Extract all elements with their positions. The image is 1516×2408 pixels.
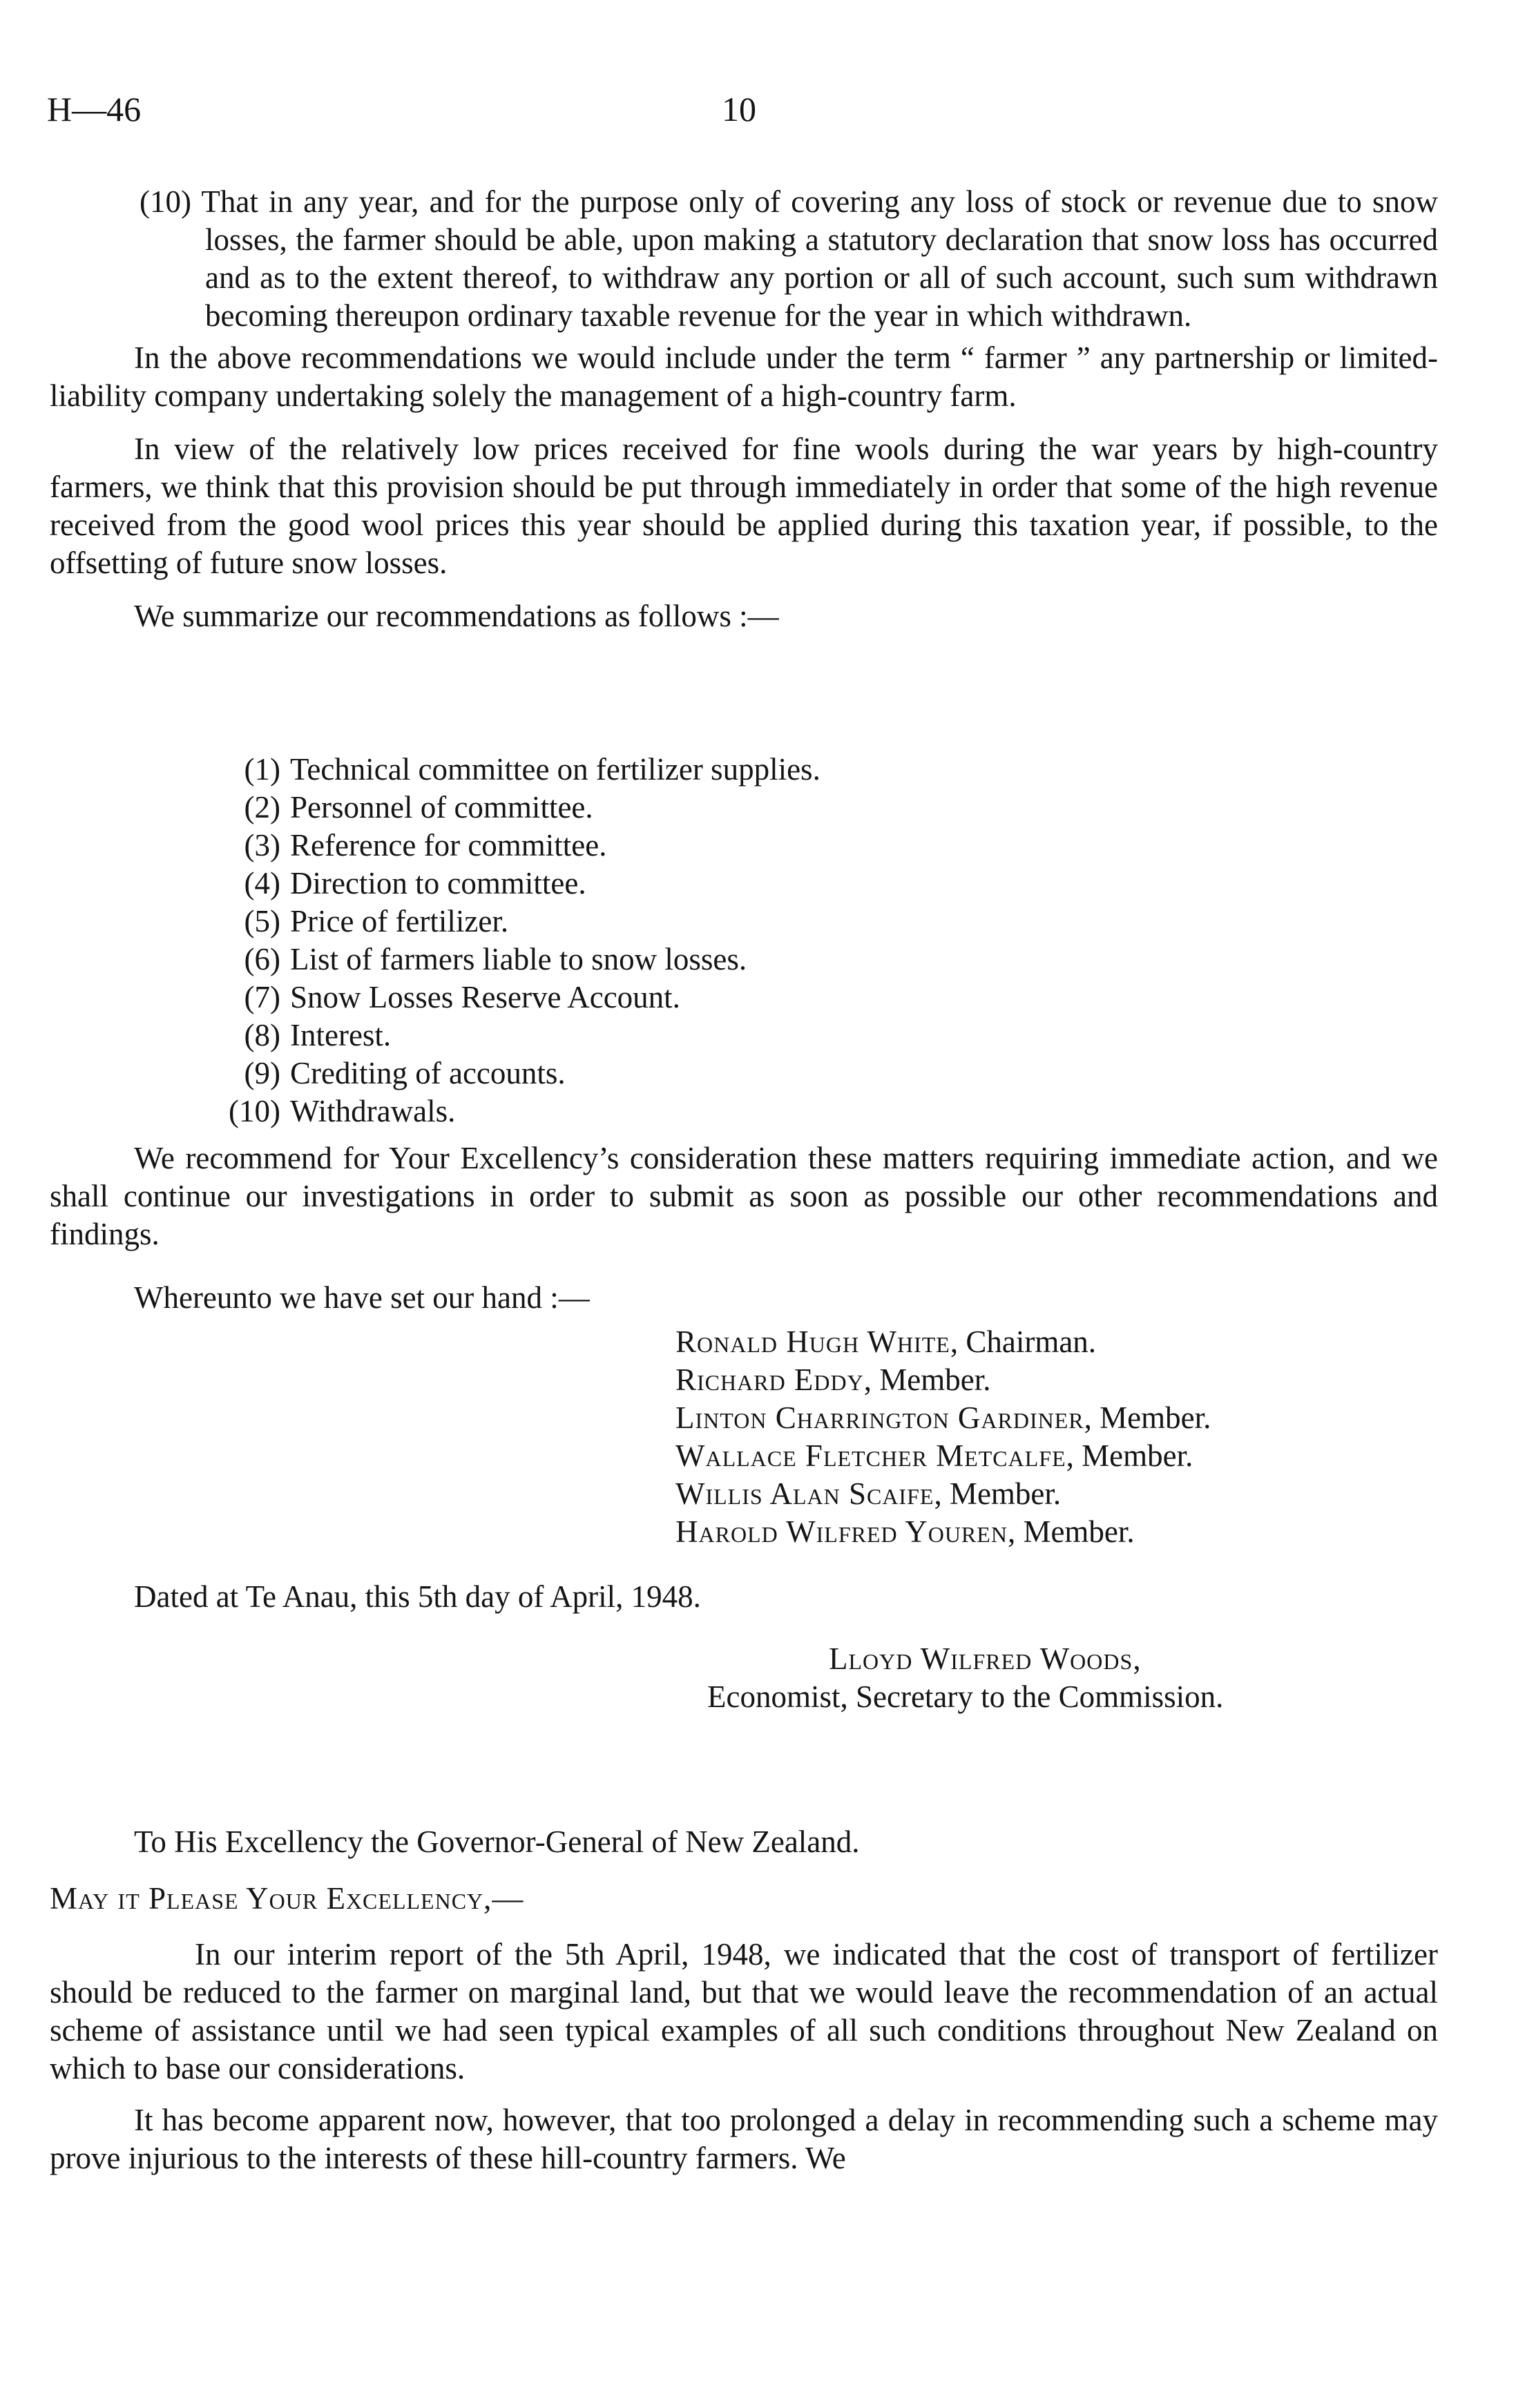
address-line: To His Excellency the Governor-General of New Zealand. xyxy=(134,1824,860,1859)
signatory: Harold Wilfred Youren, Member. xyxy=(675,1514,1135,1549)
list-item: (6) List of farmers liable to snow losses. xyxy=(244,942,747,976)
farmer-term-paragraph: In the above recommendations we would include under the term “ farmer ” any partnership or limited-liability company undertaking solely the management of a high-country farm. xyxy=(50,340,1438,413)
list-item: (4) Direction to committee. xyxy=(244,866,586,900)
recommend-block xyxy=(50,1139,1438,1253)
list-item: (5) Price of fertilizer. xyxy=(244,904,509,938)
whereunto-line: Whereunto we have set our hand :— xyxy=(134,1280,590,1315)
signatories-block xyxy=(675,1323,1211,1551)
page-number: 10 xyxy=(722,90,756,128)
letter-body xyxy=(50,1936,1438,2177)
salutation: May it Please Your Excellency,— xyxy=(50,1881,524,1916)
fine-wools-paragraph: In view of the relatively low prices received for fine wools during the war years by high-country farmers, we think that this provision should be put through immediately in order that some of the high revenue received from the good wool prices this year should be applied during this taxation year, if possible, to the offsetting of future snow losses. xyxy=(50,432,1438,580)
dated-line: Dated at Te Anau, this 5th day of April, 1948. xyxy=(134,1579,701,1614)
recommendation-10-paragraph: (10) That in any year, and for the purpose only of covering any loss of stock or revenue due to snow losses, the farmer should be able, upon making a statutory declaration that snow loss has occurred and as to the extent thereof, to withdraw any portion or all of such account, such sum withdrawn becoming thereupon ordinary taxable revenue for the year in which withdrawn. xyxy=(140,184,1438,333)
summary-list xyxy=(199,751,821,1130)
signatory: Willis Alan Scaife, Member. xyxy=(675,1476,1062,1511)
secretary-title: Economist, Secretary to the Commission. xyxy=(707,1679,1224,1714)
signatory: Ronald Hugh White, Chairman. xyxy=(675,1325,1097,1359)
list-item: (2) Personnel of committee. xyxy=(244,790,593,825)
summary-intro: We summarize our recommendations as follows :— xyxy=(134,599,779,633)
list-item: (9) Crediting of accounts. xyxy=(244,1056,566,1090)
secretary-name: Lloyd Wilfred Woods, xyxy=(829,1641,1141,1676)
signatory: Richard Eddy, Member. xyxy=(675,1362,991,1397)
list-item: (8) Interest. xyxy=(244,1018,392,1052)
recommend-paragraph: We recommend for Your Excellency’s consideration these matters requiring immediate action, and we shall continue our investigations in order to submit as soon as possible our other recommendations and findings. xyxy=(50,1141,1438,1251)
signatory: Linton Charrington Gardiner, Member. xyxy=(675,1400,1211,1435)
list-item: (1) Technical committee on fertilizer supplies. xyxy=(244,752,821,787)
document-reference: H—46 xyxy=(47,90,142,128)
paragraph-block-top xyxy=(50,183,1438,635)
apparent-paragraph: It has become apparent now, however, that too prolonged a delay in recommending such a scheme may prove injurious to the interests of these hill-country farmers. We xyxy=(50,2103,1438,2175)
interim-report-paragraph: In our interim report of the 5th April, 1948, we indicated that the cost of transport of fertilizer should be reduced to the farmer on marginal land, but that we would leave the recommendation of an actual scheme of assistance until we had seen typical examples of all such conditions throughout New Zealand on which to base our considerations. xyxy=(50,1937,1438,2086)
list-item: (10) Withdrawals. xyxy=(229,1094,456,1128)
list-item: (7) Snow Losses Reserve Account. xyxy=(244,980,680,1014)
signatory: Wallace Fletcher Metcalfe, Member. xyxy=(675,1438,1193,1473)
list-item: (3) Reference for committee. xyxy=(244,828,607,863)
